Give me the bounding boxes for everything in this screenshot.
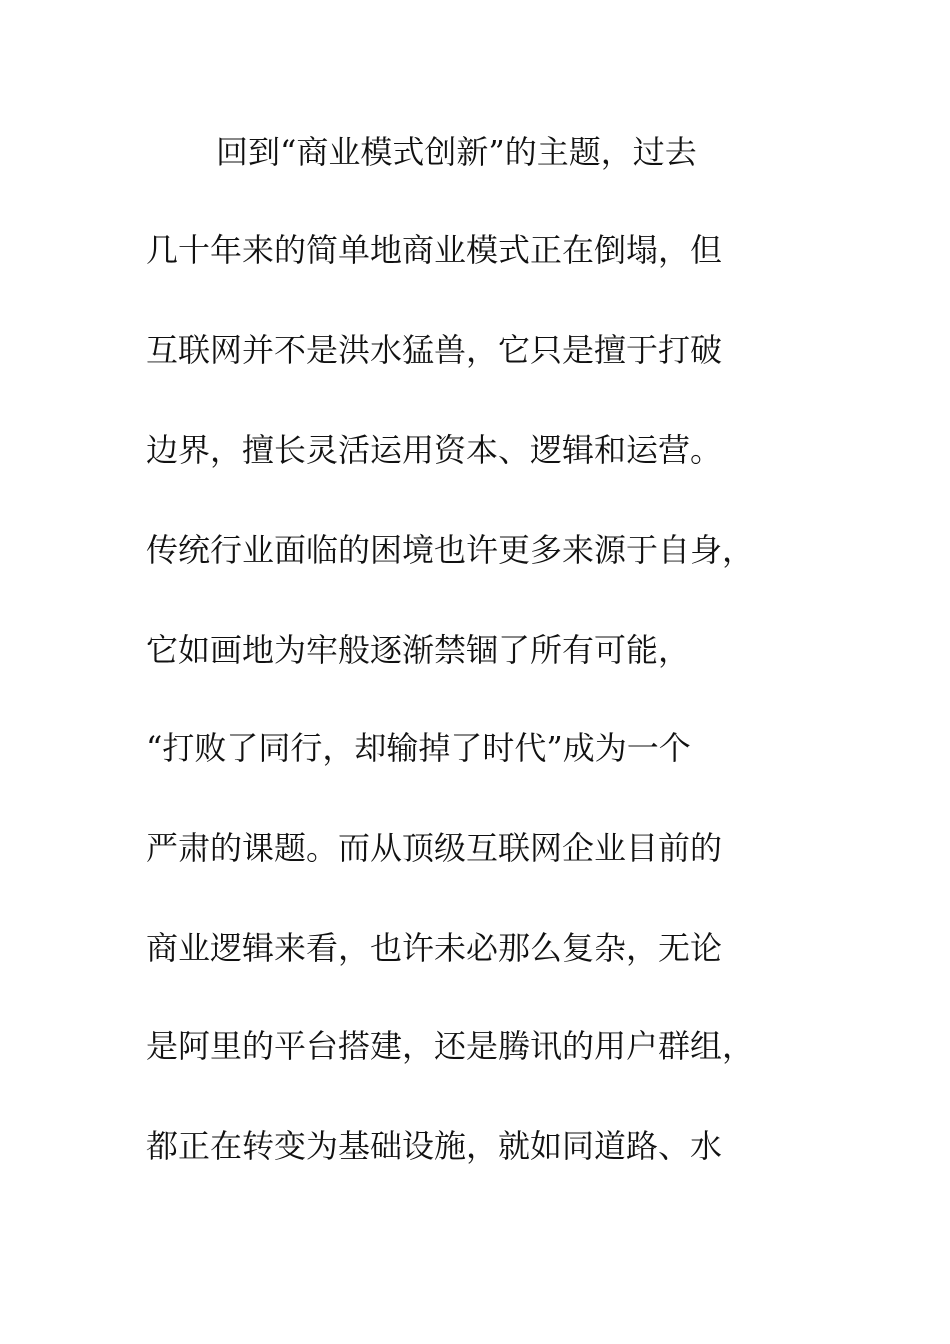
paragraph-line-1: 回到“商业模式创新”的主题，过去	[216, 133, 697, 171]
paragraph-line-2: 几十年来的简单地商业模式正在倒塌，但	[146, 231, 723, 269]
paragraph-line-9: 商业逻辑来看，也许未必那么复杂，无论	[146, 929, 723, 967]
paragraph-line-4: 边界，擅长灵活运用资本、逻辑和运营。	[146, 431, 723, 469]
paragraph-line-5: 传统行业面临的困境也许更多来源于自身，	[146, 531, 755, 569]
paragraph-line-3: 互联网并不是洪水猛兽，它只是擅于打破	[146, 331, 723, 369]
paragraph-line-7: “打败了同行，却输掉了时代”成为一个	[146, 729, 691, 767]
paragraph-line-6: 它如画地为牢般逐渐禁锢了所有可能，	[146, 631, 691, 669]
paragraph-line-11: 都正在转变为基础设施，就如同道路、水	[146, 1127, 723, 1165]
paragraph-line-8: 严肃的课题。而从顶级互联网企业目前的	[146, 829, 723, 867]
paragraph-line-10: 是阿里的平台搭建，还是腾讯的用户群组，	[146, 1027, 755, 1065]
